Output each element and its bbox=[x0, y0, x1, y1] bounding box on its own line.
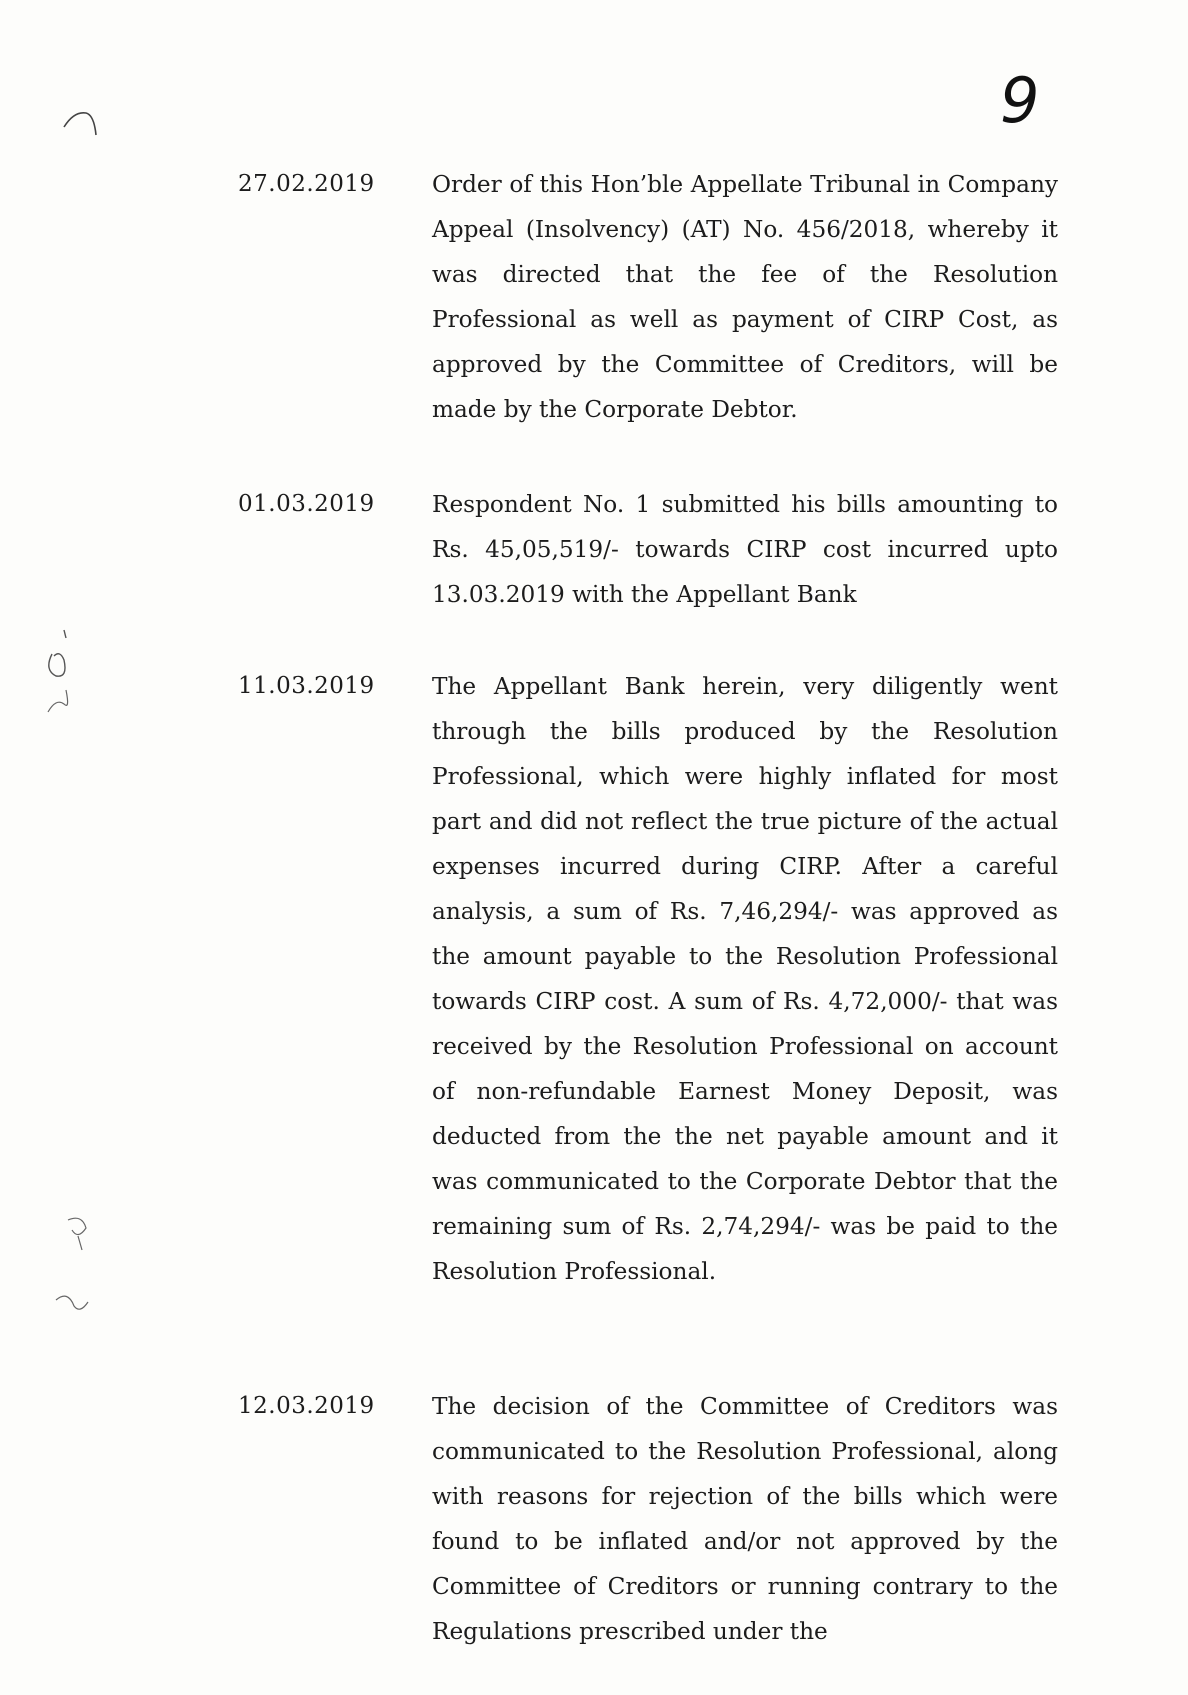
entry-description: Respondent No. 1 submitted his bills amounting to Rs. 45,05,519/- towards CIRP cost incurred upto 13.03.2019 with the Appellant Bank bbox=[432, 491, 1058, 608]
entry-date: 11.03.2019 bbox=[238, 673, 375, 699]
margin-initials-mark bbox=[34, 620, 94, 730]
entry-description: Order of this Hon’ble Appellate Tribunal in Company Appeal (Insolvency) (AT) No. 456/2018, whereby it was directed that the fee of the Resolution Professional as well as payment of CIRP Cost, as approved by the Committee of Creditors, will be made by the Corporate Debtor. bbox=[432, 171, 1058, 423]
entry-description: The Appellant Bank herein, very diligently went through the bills produced by the Resolution Professional, which were highly inflated for most part and did not reflect the true picture of the actual expenses incurred during CIRP. After a careful analysis, a sum of Rs. 7,46,294/- was approved as the amount payable to the Resolution Professional towards CIRP cost. A sum of Rs. 4,72,000/- that was received by the Resolution Professional on account of non-refundable Earnest Money Deposit, was deducted from the the net payable amount and it was communicated to the Corporate Debtor that the remaining sum of Rs. 2,74,294/- was be paid to the Resolution Professional. bbox=[432, 673, 1058, 1285]
entry-date: 01.03.2019 bbox=[238, 491, 375, 517]
entry-date: 27.02.2019 bbox=[238, 171, 375, 197]
entry-date: 12.03.2019 bbox=[238, 1393, 375, 1419]
page-number: 9 bbox=[1000, 64, 1040, 137]
margin-signature-mark bbox=[48, 1210, 108, 1330]
margin-pen-mark bbox=[60, 105, 100, 145]
entry-description: The decision of the Committee of Creditors was communicated to the Resolution Professional, along with reasons for rejection of the bills which were found to be inflated and/or not approved by the Committee of Creditors or running contrary to the Regulations prescribed under the bbox=[432, 1393, 1058, 1645]
